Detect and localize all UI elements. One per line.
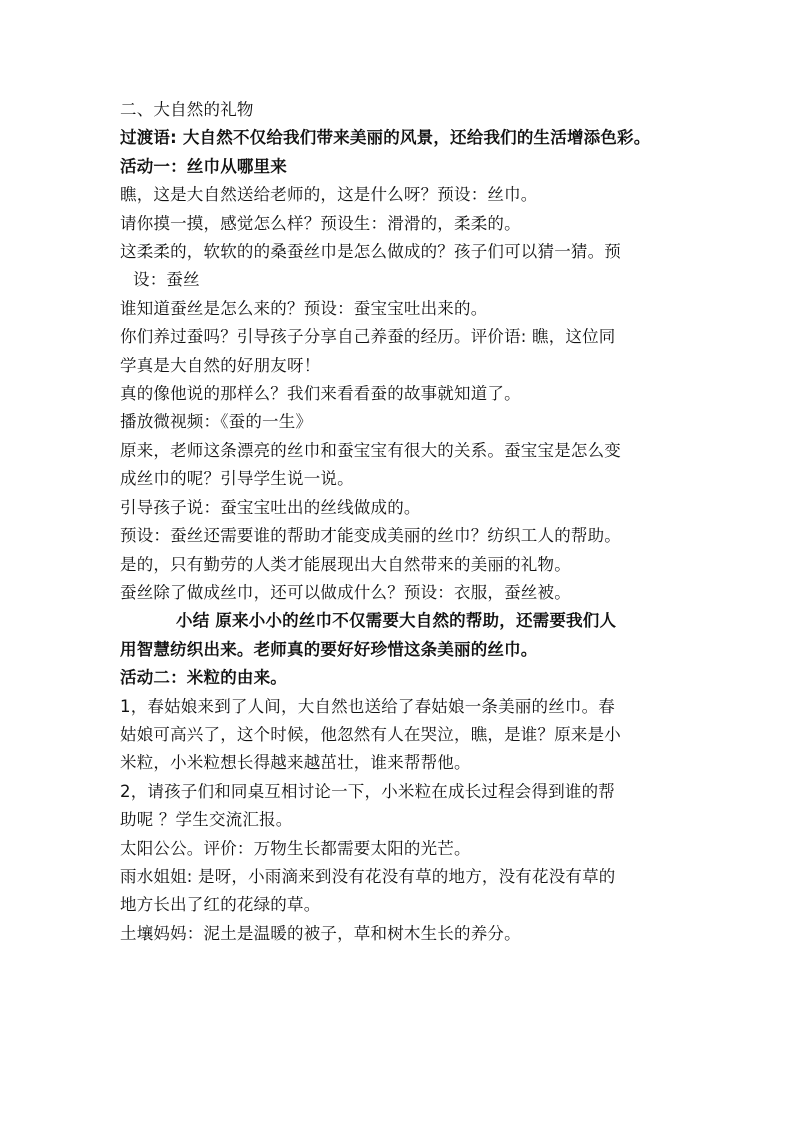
section-heading: 二、大自然的礼物 — [120, 100, 254, 119]
paragraph-line: 引导孩子说：蚕宝宝吐出的丝线做成的。 — [120, 497, 421, 517]
paragraph-line: 你们养过蚕吗？引导孩子分享自己养蚕的经历。评价语: 瞧，这位同 — [120, 327, 616, 347]
summary-line-1: 小结 原来小小的丝巾不仅需要大自然的帮助，还需要我们人 — [176, 611, 617, 631]
paragraph-line: 谁知道蚕丝是怎么来的？预设：蚕宝宝吐出来的。 — [120, 298, 488, 318]
paragraph-line: 瞧，这是大自然送给老师的，这是什么呀？预设：丝巾。 — [120, 185, 538, 205]
paragraph-line: 米粒，小米粒想长得越来越茁壮，谁来帮帮他。 — [120, 753, 471, 773]
paragraph-line: 是的，只有勤劳的人类才能展现出大自然带来的美丽的礼物。 — [120, 554, 571, 574]
paragraph-line: 设：蚕丝 — [133, 270, 200, 290]
document-page — [120, 96, 680, 948]
paragraph-line: 助呢 ？学生交流汇报。 — [120, 810, 293, 830]
paragraph-line: 蚕丝除了做成丝巾，还可以做成什么？预设：衣服，蚕丝被。 — [120, 582, 571, 602]
paragraph-line: 原来，老师这条漂亮的丝巾和蚕宝宝有很大的关系。蚕宝宝是怎么变 — [120, 440, 621, 460]
activity1-heading: 活动一：丝巾从哪里来 — [120, 156, 287, 176]
paragraph-line: 姑娘可高兴了，这个时候，他忽然有人在哭泣，瞧，是谁？原来是小 — [120, 724, 621, 744]
paragraph-line: 学真是大自然的好朋友呀！ — [120, 355, 321, 375]
transition-label: 过渡语: — [120, 128, 177, 148]
paragraph-line: 雨水姐姐: 是呀，小雨滴来到没有花没有草的地方，没有花没有草的 — [120, 866, 616, 886]
paragraph-line: 预设：蚕丝还需要谁的帮助才能变成美丽的丝巾？纺织工人的帮助。 — [120, 526, 621, 546]
summary-line-2: 用智慧纺织出来。老师真的要好好珍惜这条美丽的丝巾。 — [120, 639, 538, 659]
transition-line-1 — [120, 124, 680, 152]
paragraph-line: 播放微视频：《蚕的一生》 — [120, 412, 313, 432]
paragraph-line: 地方长出了红的花绿的草。 — [120, 895, 321, 915]
paragraph-line: 请你摸一摸，感觉怎么样？预设生：滑滑的，柔柔的。 — [120, 213, 521, 233]
paragraph-line: 1，春姑娘来到了人间，大自然也送给了春姑娘一条美丽的丝巾。春 — [120, 696, 615, 716]
activity2-heading: 活动二：米粒的由来。 — [120, 668, 287, 688]
paragraph-line: 太阳公公。评价：万物生长都需要太阳的光芒。 — [120, 838, 471, 858]
paragraph-line: 这柔柔的，软软的的桑蚕丝巾是怎么做成的？孩子们可以猜一猜。预 — [120, 242, 621, 262]
paragraph-line: 2，请孩子们和同桌互相讨论一下，小米粒在成长过程会得到谁的帮 — [120, 781, 615, 801]
paragraph-line: 成丝巾的呢？引导学生说一说。 — [120, 469, 354, 489]
paragraph-line: 土壤妈妈：泥土是温暖的被子，草和树木生长的养分。 — [120, 923, 521, 943]
paragraph-line: 真的像他说的那样么？我们来看看蚕的故事就知道了。 — [120, 384, 521, 404]
transition-text: 大自然不仅给我们带来美丽的风景，还给我们的生活增添色彩。 — [182, 128, 651, 148]
